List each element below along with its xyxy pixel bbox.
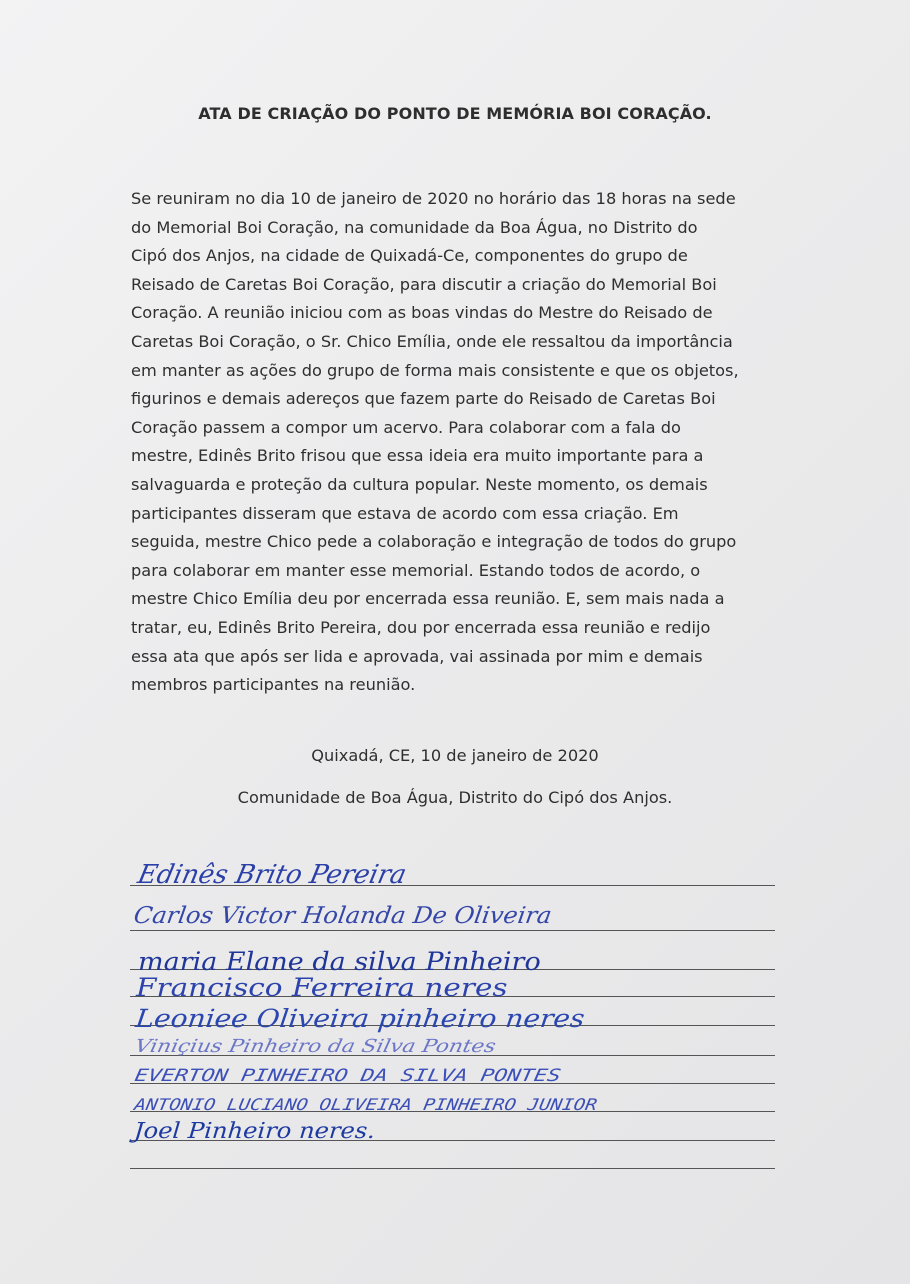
body-line: essa ata que após ser lida e aprovada, vai assinada por mim e demais [131, 646, 703, 666]
body-line: mestre, Edinês Brito frisou que essa ideia era muito importante para a [131, 446, 704, 466]
body-line: Caretas Boi Coração, o Sr. Chico Emília, onde ele ressaltou da importância [131, 331, 733, 351]
signature-5: Leoniee Oliveira pinheiro neres [134, 1004, 587, 1033]
place-date: Quixadá, CE, 10 de janeiro de 2020 [311, 746, 599, 765]
body-line: Coração. A reunião iniciou com as boas vindas do Mestre do Reisado de [131, 303, 713, 323]
body-line: membros participantes na reunião. [131, 675, 416, 695]
signature-8: ANTONIO LUCIANO OLIVEIRA PINHEIRO JUNIOR [133, 1095, 599, 1114]
body-line: seguida, mestre Chico pede a colaboração e integração de todos do grupo [131, 532, 737, 552]
body-line: Reisado de Caretas Boi Coração, para discutir a criação do Memorial Boi [131, 274, 717, 294]
signature-1: Edinês Brito Pereira [135, 860, 410, 890]
body-line: salvaguarda e proteção da cultura popular. Neste momento, os demais [131, 474, 708, 494]
signature-3: maria Elane da silva Pinheiro [138, 947, 541, 976]
signature-line [130, 930, 775, 931]
document-title: ATA DE CRIAÇÃO DO PONTO DE MEMÓRIA BOI CORAÇÃO. [198, 104, 712, 123]
body-line: Se reuniram no dia 10 de janeiro de 2020 no horário das 18 horas na sede [131, 189, 736, 208]
signature-9: Joel Pinheiro neres. [133, 1119, 376, 1144]
signature-6: Viniçius Pinheiro da Silva Pontes [133, 1036, 498, 1057]
body-line: em manter as ações do grupo de forma mais consistente e que os objetos, [131, 360, 739, 380]
signature-7: EVERTON PINHEIRO DA SILVA PONTES [133, 1066, 563, 1086]
minutes-body [131, 185, 779, 700]
body-line: participantes disseram que estava de acordo com essa criação. Em [131, 503, 679, 523]
signature-2: Carlos Victor Holanda De Oliveira [132, 903, 554, 929]
body-line: figurinos e demais adereços que fazem parte do Reisado de Caretas Boi [131, 389, 716, 409]
community-location: Comunidade de Boa Água, Distrito do Cipó dos Anjos. [237, 788, 673, 807]
body-line: para colaborar em manter esse memorial. Estando todos de acordo, o [131, 560, 701, 580]
body-line: mestre Chico Emília deu por encerrada essa reunião. E, sem mais nada a [131, 589, 725, 609]
signature-4: Francisco Ferreira neres [136, 973, 508, 1002]
body-line: Cipó dos Anjos, na cidade de Quixadá-Ce, componentes do grupo de [131, 246, 688, 266]
body-line: do Memorial Boi Coração, na comunidade da Boa Água, no Distrito do [131, 217, 698, 237]
signature-line [130, 1168, 775, 1169]
body-line: tratar, eu, Edinês Brito Pereira, dou por encerrada essa reunião e redijo [131, 617, 711, 637]
body-line: Coração passem a compor um acervo. Para colaborar com a fala do [131, 417, 681, 437]
